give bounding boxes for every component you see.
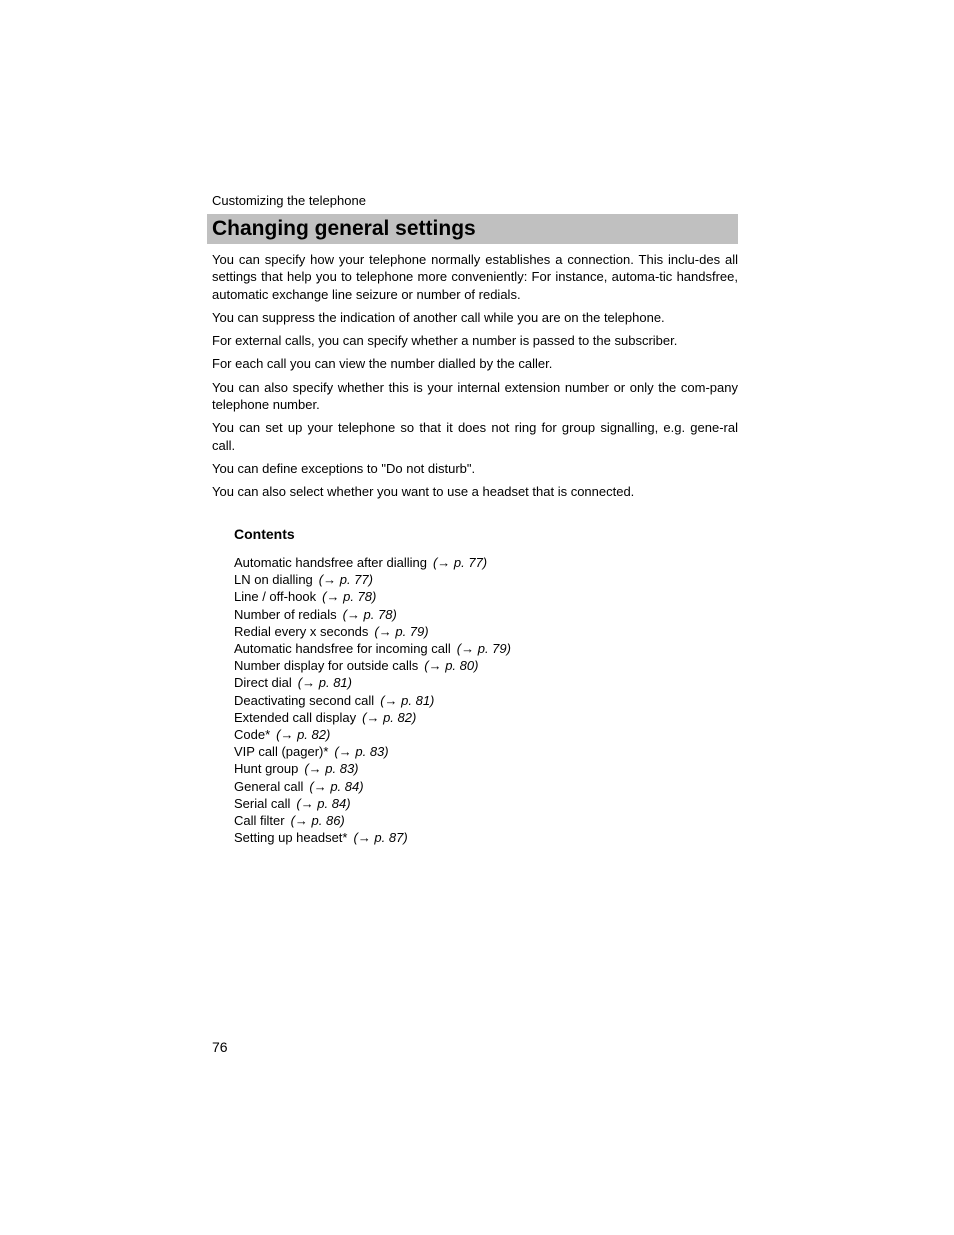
- intro-text: [212, 251, 738, 507]
- contents-item-label: Redial every x seconds: [234, 623, 369, 639]
- contents-item[interactable]: [234, 623, 511, 640]
- paragraph: You can also specify whether this is your internal extension number or only the com-pany telephone number.: [212, 379, 738, 413]
- contents-item-label: Number display for outside calls: [234, 658, 419, 674]
- page-reference[interactable]: (→ p. 87): [353, 830, 408, 846]
- contents-item[interactable]: [234, 606, 511, 623]
- page-reference[interactable]: (→ p. 77): [318, 572, 373, 588]
- contents-item-label: Deactivating second call: [234, 692, 375, 708]
- contents-item-label: Number of redials: [234, 606, 337, 622]
- contents-item-label: Serial call: [234, 795, 291, 811]
- paragraph: You can specify how your telephone normally establishes a connection. This inclu-des all settings that help you to telephone more conveniently: For instance, automa-tic handsfree, automatic exchange line seizure or number of redials.: [212, 252, 738, 302]
- contents-item-label: Code*: [234, 727, 271, 743]
- contents-item[interactable]: [234, 795, 511, 812]
- contents-item-label: Call filter: [234, 813, 285, 829]
- page-title: Changing general settings: [212, 217, 476, 240]
- page-reference[interactable]: (→ p. 84): [309, 778, 364, 794]
- contents-list: [234, 554, 511, 846]
- contents-item-label: Line / off-hook: [234, 589, 317, 605]
- contents-item-label: Automatic handsfree after dialling: [234, 555, 427, 570]
- contents-item[interactable]: [234, 760, 511, 777]
- page-reference[interactable]: (→ p. 78): [322, 589, 377, 605]
- page-reference[interactable]: (→ p. 81): [380, 692, 435, 708]
- contents-item-label: Extended call display: [234, 709, 357, 725]
- contents-item[interactable]: [234, 554, 511, 571]
- page-reference[interactable]: (→ p. 79): [374, 623, 429, 639]
- contents-item[interactable]: [234, 829, 511, 846]
- page-reference[interactable]: (→ p. 82): [362, 709, 417, 725]
- contents-item[interactable]: [234, 812, 511, 829]
- contents-item[interactable]: [234, 657, 511, 674]
- contents-item[interactable]: [234, 571, 511, 588]
- contents-item[interactable]: [234, 692, 511, 709]
- contents-heading: Contents: [234, 526, 295, 542]
- page-reference[interactable]: (→ p. 86): [290, 813, 345, 829]
- page-reference[interactable]: (→ p. 80): [424, 658, 479, 674]
- page-reference[interactable]: (→ p. 83): [304, 761, 359, 777]
- paragraph: You can suppress the indication of another call while you are on the telephone.: [212, 309, 665, 325]
- page-reference[interactable]: (→ p. 84): [296, 795, 351, 811]
- paragraph: For each call you can view the number dialled by the caller.: [212, 356, 553, 372]
- paragraph: You can set up your telephone so that it does not ring for group signalling, e.g. gene-ral call.: [212, 420, 738, 453]
- contents-item[interactable]: [234, 743, 511, 760]
- paragraph: For external calls, you can specify whether a number is passed to the subscriber.: [212, 333, 678, 349]
- contents-item-label: Automatic handsfree for incoming call: [234, 641, 451, 657]
- paragraph: You can define exceptions to "Do not disturb".: [212, 460, 476, 476]
- page-reference[interactable]: (→ p. 83): [334, 744, 389, 760]
- running-head: Customizing the telephone: [212, 193, 366, 208]
- contents-item-label: Hunt group: [234, 761, 299, 777]
- contents-item[interactable]: [234, 640, 511, 657]
- contents-item[interactable]: [234, 674, 511, 691]
- contents-item[interactable]: [234, 726, 511, 743]
- contents-item-label: Direct dial: [234, 675, 292, 691]
- contents-item-label: General call: [234, 778, 304, 794]
- contents-item-label: LN on dialling: [234, 572, 313, 588]
- contents-item[interactable]: [234, 588, 511, 605]
- title-bar: [207, 214, 738, 244]
- contents-item-label: VIP call (pager)*: [234, 744, 329, 760]
- page-reference[interactable]: (→ p. 78): [342, 606, 397, 622]
- page-reference[interactable]: (→ p. 81): [297, 675, 352, 691]
- paragraph: You can also select whether you want to use a headset that is connected.: [212, 484, 635, 500]
- page-reference[interactable]: (→ p. 77): [432, 555, 488, 570]
- page-reference[interactable]: (→ p. 82): [276, 727, 331, 743]
- contents-item[interactable]: [234, 778, 511, 795]
- page-reference[interactable]: (→ p. 79): [456, 641, 511, 657]
- page-number: 76: [212, 1039, 228, 1055]
- contents-item-label: Setting up headset*: [234, 830, 348, 846]
- contents-item[interactable]: [234, 709, 511, 726]
